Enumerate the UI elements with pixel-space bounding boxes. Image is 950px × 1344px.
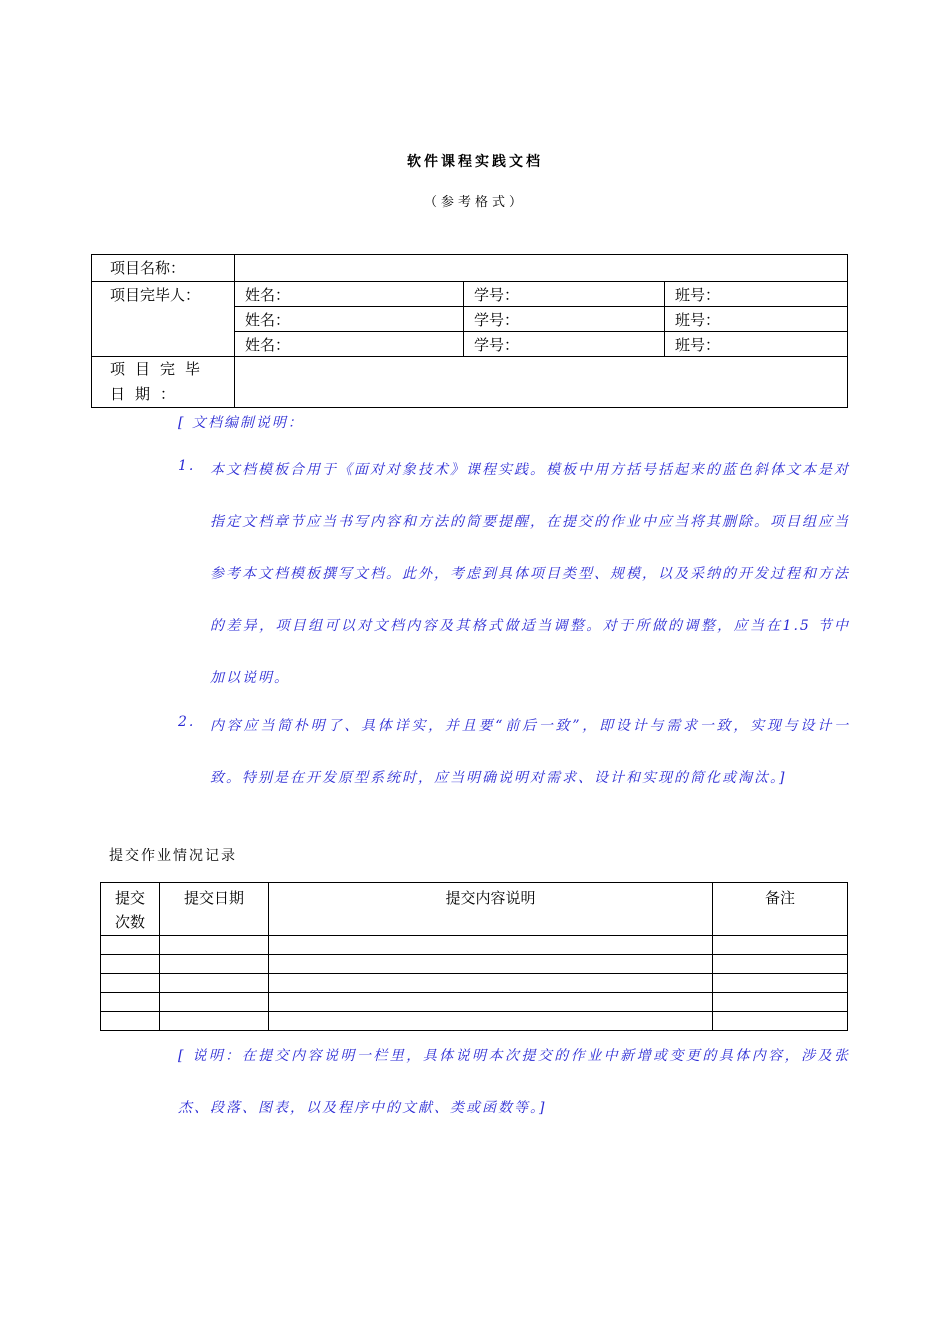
submission-content-cell[interactable] [269,955,713,974]
instruction-text: 本文档模板合用于《面对对象技术》课程实践。模板中用方括号括起来的蓝色斜体文本是对指定文档章节应当书写内容和方法的简要提醒，在提交的作业中应当将其删除。项目组应当参考本文档模板撰写文档。此外，考虑到具体项目类型、规模，以及采纳的开发过程和方法的差异，项目组可以对文档内容及其格式做适当调整。对于所做的调整，应当在1.5 节中加以说明。 [210,462,850,686]
submission-date-cell[interactable] [160,993,269,1012]
completion-date-label: 项目完毕日期： [92,357,235,408]
header-count-line2: 次数 [114,913,145,931]
submission-content-cell[interactable] [269,993,713,1012]
completer-class-no[interactable]: 班号： [665,332,848,357]
header-count-line1: 提交 [114,889,145,907]
submission-header-row [101,883,848,936]
table-row [101,955,848,974]
instructions-heading: [ 文档编制说明： [178,415,304,431]
submission-remark-cell[interactable] [713,993,848,1012]
header-submission-date: 提交日期 [160,883,269,936]
completion-date-value[interactable] [235,357,848,408]
header-submission-content: 提交内容说明 [269,883,713,936]
submission-record-table [100,882,848,1031]
submission-date-cell[interactable] [160,955,269,974]
completers-label: 项目完毕人： [92,282,235,357]
document-subtitle: （参考格式） [423,195,526,210]
submission-remark-cell[interactable] [713,974,848,993]
project-name-label: 项目名称： [92,255,235,282]
submission-count-cell[interactable] [101,974,160,993]
submission-note: [ 说明：在提交内容说明一栏里，具体说明本次提交的作业中新增或变更的具体内容，涉及张杰、段落、图表，以及程序中的文献、类或函数等。] [178,1048,850,1116]
project-name-row [92,255,848,282]
completer-class-no[interactable]: 班号： [665,307,848,332]
submission-date-cell[interactable] [160,974,269,993]
submission-section-title: 提交作业情况记录 [109,848,237,864]
document-title: 软件课程实践文档 [407,154,543,170]
table-row [101,974,848,993]
completer-name[interactable]: 姓名： [235,332,464,357]
table-row [101,1012,848,1031]
completer-class-no[interactable]: 班号： [665,282,848,307]
submission-remark-cell[interactable] [713,936,848,955]
instruction-number: 1. [178,458,196,474]
table-row [101,936,848,955]
submission-count-cell[interactable] [101,955,160,974]
submission-date-cell[interactable] [160,936,269,955]
submission-remark-cell[interactable] [713,955,848,974]
submission-date-cell[interactable] [160,1012,269,1031]
completion-date-row [92,357,848,408]
submission-count-cell[interactable] [101,993,160,1012]
header-submission-count [101,883,160,936]
submission-count-cell[interactable] [101,1012,160,1031]
submission-content-cell[interactable] [269,1012,713,1031]
project-info-table [91,254,848,408]
completer-student-id[interactable]: 学号： [464,282,665,307]
completer-row [92,282,848,307]
project-name-value[interactable] [235,255,848,282]
submission-count-cell[interactable] [101,936,160,955]
completer-student-id[interactable]: 学号： [464,307,665,332]
table-row [101,993,848,1012]
completer-name[interactable]: 姓名： [235,307,464,332]
completer-name[interactable]: 姓名： [235,282,464,307]
submission-content-cell[interactable] [269,936,713,955]
instruction-text: 内容应当简朴明了、具体详实，并且要“前后一致”，即设计与需求一致，实现与设计一致。特别是在开发原型系统时，应当明确说明对需求、设计和实现的简化或淘汰。] [210,718,850,786]
instruction-number: 2. [178,714,196,730]
submission-content-cell[interactable] [269,974,713,993]
submission-remark-cell[interactable] [713,1012,848,1031]
header-remark: 备注 [713,883,848,936]
completer-student-id[interactable]: 学号： [464,332,665,357]
